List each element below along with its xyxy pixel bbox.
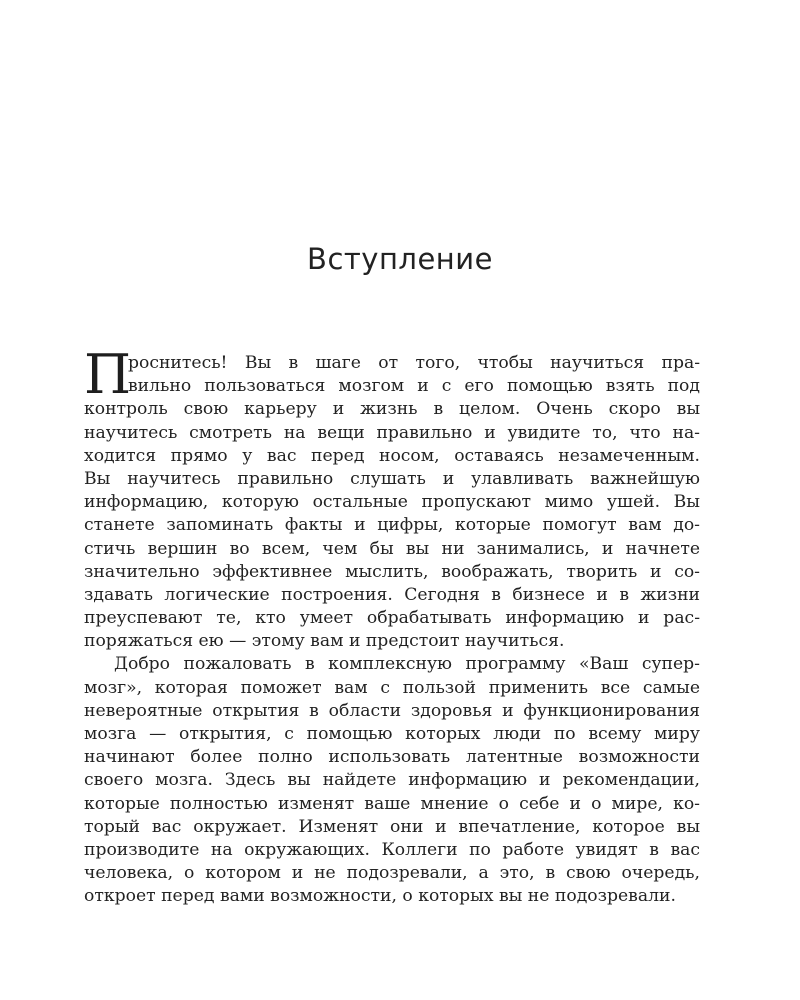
text-line: Вы научитесь правильно слушать и улавливать важнейшую (84, 468, 700, 489)
text-line: стичь вершин во всем, чем бы вы ни занимались, и начнете (84, 538, 700, 559)
text-line: начинают более полно использовать латентные возможности (84, 747, 700, 768)
text-line: невероятные открытия в области здоровья и функционирования (84, 700, 700, 721)
text-line: информацию, которую остальные пропускают мимо ушей. Вы (84, 492, 700, 513)
text-line: ходится прямо у вас перед носом, оставаясь незамеченным. (84, 445, 700, 466)
text-line: станете запоминать факты и цифры, которые помогут вам до- (84, 515, 700, 536)
text-line: роснитесь! Вы в шаге от того, чтобы научиться пра- (128, 353, 700, 373)
body-text (84, 343, 700, 909)
drop-cap: П (84, 343, 132, 406)
text-line: своего мозга. Здесь вы найдете информацию и рекомендации, (84, 770, 700, 791)
paragraph-2 (84, 653, 700, 908)
text-line: откроет перед вами возможности, о которых вы не подозревали. (84, 886, 676, 907)
text-line: значительно эффективнее мыслить, воображать, творить и со- (84, 561, 700, 582)
text-line: контроль свою карьеру и жизнь в целом. Очень скоро вы (84, 399, 700, 420)
text-line: поряжаться ею — этому вам и предстоит научиться. (84, 631, 565, 652)
text-line: торый вас окружает. Изменят они и впечатление, которое вы (84, 816, 700, 837)
text-line: вильно пользоваться мозгом и с его помощью взять под (128, 376, 700, 397)
text-line: производите на окружающих. Коллеги по работе увидят в вас (84, 839, 700, 860)
text-line: преуспевают те, кто умеет обрабатывать информацию и рас- (84, 608, 700, 629)
text-line: здавать логические построения. Сегодня в бизнесе и в жизни (84, 584, 700, 605)
chapter-title: Вступление (307, 242, 493, 276)
text-line: которые полностью изменят ваше мнение о себе и о мире, ко- (84, 793, 700, 814)
text-line: Добро пожаловать в комплексную программу «Ваш супер- (114, 654, 700, 675)
text-line: человека, о котором и не подозревали, а это, в свою очередь, (84, 863, 700, 884)
text-line: мозга — открытия, с помощью которых люди по всему миру (84, 724, 700, 744)
text-line: научитесь смотреть на вещи правильно и увидите то, что на- (84, 422, 700, 443)
paragraph-1 (84, 352, 700, 653)
text-line: мозг», которая поможет вам с пользой применить все самые (84, 677, 700, 698)
